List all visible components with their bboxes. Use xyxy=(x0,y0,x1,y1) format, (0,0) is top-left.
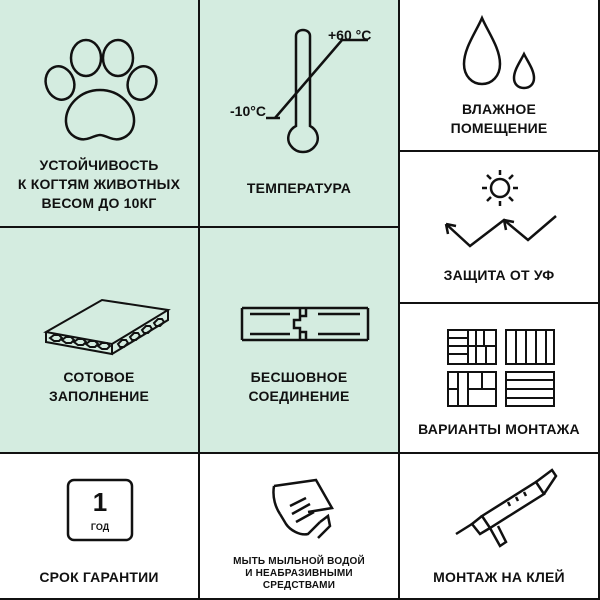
seamless-caption: БЕСШОВНОЕ СОЕДИНЕНИЕ xyxy=(248,369,350,404)
warranty-caption: СРОК ГАРАНТИИ xyxy=(39,569,159,585)
sun-uv-icon xyxy=(440,168,560,258)
cell-seamless-joint xyxy=(200,228,400,454)
honeycomb-caption: СОТОВОЕ ЗАПОЛНЕНИЕ xyxy=(48,369,150,404)
mounting-patterns-icon xyxy=(446,328,556,408)
warranty-number: 1 xyxy=(92,487,108,517)
cell-mounting-variants xyxy=(400,304,600,454)
thermometer-icon xyxy=(260,22,370,162)
honeycomb-panel-icon xyxy=(42,294,172,354)
cell-honeycomb xyxy=(0,228,200,454)
cell-humid-room xyxy=(400,0,600,152)
cell-uv-protection xyxy=(400,152,600,304)
hand-cloth-icon xyxy=(266,478,338,542)
seamless-joint-icon xyxy=(240,304,370,344)
water-drops-icon xyxy=(458,14,548,94)
cell-cleaning xyxy=(200,454,400,600)
paw-icon xyxy=(40,38,160,146)
uv-caption: ЗАЩИТА ОТ УФ xyxy=(443,267,555,283)
cell-temperature xyxy=(200,0,400,228)
claws-caption: УСТОЙЧИВОСТЬ К КОГТЯМ ЖИВОТНЫХ ВЕСОМ ДО 10КГ xyxy=(17,157,181,211)
humid-caption: ВЛАЖНОЕ ПОМЕЩЕНИЕ xyxy=(450,101,548,136)
cell-glue-mounting xyxy=(400,454,600,600)
warranty-unit: ГОД xyxy=(90,522,110,532)
glue-caption: МОНТАЖ НА КЛЕЙ xyxy=(433,569,565,585)
cleaning-caption: МЫТЬ МЫЛЬНОЙ ВОДОЙ И НЕАБРАЗИВНЫМИ СРЕДСТВАМИ xyxy=(233,556,365,591)
temp-max-label: +60 °C xyxy=(328,27,372,43)
temp-min-label: -10°C xyxy=(230,103,266,119)
cell-claw-resistance xyxy=(0,0,200,228)
temperature-caption: ТЕМПЕРАТУРА xyxy=(246,180,352,196)
mounting-caption: ВАРИАНТЫ МОНТАЖА xyxy=(418,421,580,437)
caulk-gun-icon xyxy=(452,468,562,550)
cell-warranty xyxy=(0,454,200,600)
